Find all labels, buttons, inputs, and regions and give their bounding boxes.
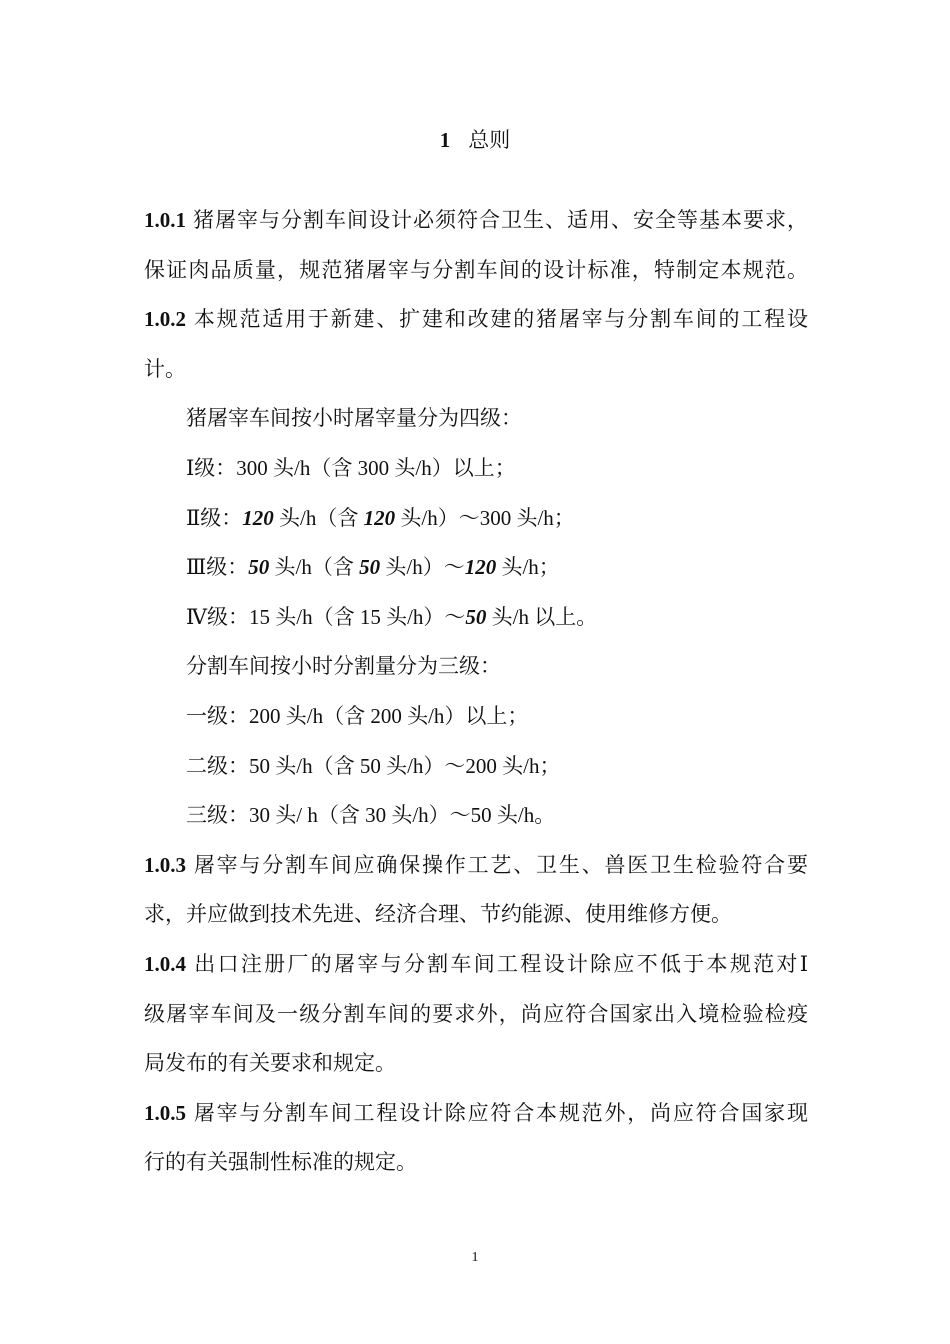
clause-number: 1.0.2 (144, 307, 186, 332)
level-text: 30 头/ h（含 30 头/h）～50 头/h。 (249, 803, 556, 828)
clause-1-0-3-line-2 (144, 890, 808, 940)
cutting-level-1 (144, 692, 808, 742)
level-text: 头/h； (496, 555, 560, 580)
slaughter-level-3 (144, 543, 808, 593)
clause-text: 行的有关强制性标准的规定。 (144, 1150, 417, 1175)
level-text: 头/h 以上。 (486, 604, 598, 629)
cutting-level-3 (144, 791, 808, 841)
level-value-bold: 120 (363, 505, 396, 530)
clause-text: 本规范适用于新建、扩建和改建的猪屠宰与分割车间的工程设 (192, 307, 808, 332)
level-text: 300 头/h（含 300 头/h）以上； (236, 455, 516, 480)
clause-1-0-4-line-3 (144, 1039, 808, 1089)
slaughter-intro-text: 猪屠宰车间按小时屠宰量分为四级： (186, 406, 522, 431)
clause-1-0-5-line-1 (144, 1089, 808, 1139)
clause-text: 级屠宰车间及一级分割车间的要求外，尚应符合国家出入境检验检疫 (144, 1001, 808, 1026)
document-body (144, 196, 808, 1188)
level-value-bold: 50 (248, 555, 270, 580)
clause-text: 求，并应做到技术先进、经济合理、节约能源、使用维修方便。 (144, 902, 732, 927)
clause-1-0-1-line-1 (144, 196, 808, 246)
clause-text: 计。 (144, 356, 186, 381)
level-label: 二级： (186, 753, 249, 778)
level-label: Ⅱ级： (186, 505, 243, 530)
level-value-bold: 120 (464, 555, 497, 580)
cutting-intro-text: 分割车间按小时分割量分为三级： (186, 654, 501, 679)
clause-1-0-5-line-2 (144, 1138, 808, 1188)
clause-text: 保证肉品质量，规范猪屠宰与分割车间的设计标准，特制定本规范。 (144, 257, 808, 282)
slaughter-level-2 (144, 494, 808, 544)
chapter-name: 总则 (468, 128, 511, 152)
chapter-number: 1 (439, 128, 451, 152)
slaughter-level-1 (144, 444, 808, 494)
clause-number: 1.0.5 (144, 1100, 186, 1125)
clause-number: 1.0.4 (144, 951, 186, 976)
slaughter-level-4 (144, 593, 808, 643)
level-label: Ⅰ级： (186, 455, 237, 480)
clause-1-0-3-line-1 (144, 841, 808, 891)
clause-text: 屠宰与分割车间应确保操作工艺、卫生、兽医卫生检验符合要 (192, 852, 808, 877)
clause-1-0-2-line-2 (144, 345, 808, 395)
level-text: 头/h）～ (380, 555, 465, 580)
clause-text: 出口注册厂的屠宰与分割车间工程设计除应不低于本规范对Ⅰ (192, 951, 808, 976)
clause-text: 猪屠宰与分割车间设计必须符合卫生、适用、安全等基本要求， (192, 208, 808, 232)
clause-number: 1.0.1 (144, 208, 186, 232)
level-label: 一级： (186, 703, 249, 728)
level-value-bold: 50 (465, 604, 487, 629)
clause-number: 1.0.3 (144, 852, 186, 877)
page-number: 1 (471, 1250, 479, 1265)
cutting-level-2 (144, 742, 808, 792)
clause-text: 屠宰与分割车间工程设计除应符合本规范外，尚应符合国家现 (192, 1100, 808, 1125)
level-text: 头/h）～300 头/h； (395, 505, 575, 530)
clause-1-0-2-line-1 (144, 295, 808, 345)
clause-text: 局发布的有关要求和规定。 (144, 1051, 396, 1076)
clause-1-0-1-line-2 (144, 246, 808, 296)
level-text: 头/h（含 (273, 505, 364, 530)
cutting-intro (144, 642, 808, 692)
clause-1-0-4-line-1 (144, 940, 808, 990)
level-text: 50 头/h（含 50 头/h）～200 头/h； (249, 753, 561, 778)
level-text: 头/h（含 (269, 555, 360, 580)
level-text: 15 头/h（含 15 头/h）～ (248, 604, 466, 629)
clause-1-0-4-line-2 (144, 990, 808, 1040)
level-label: 三级： (186, 803, 249, 828)
chapter-title (0, 124, 950, 156)
level-text: 200 头/h（含 200 头/h）以上； (249, 703, 529, 728)
level-value-bold: 50 (359, 555, 381, 580)
level-label: Ⅳ级： (186, 604, 249, 629)
slaughter-intro (144, 394, 808, 444)
level-label: Ⅲ级： (186, 555, 249, 580)
level-value-bold: 120 (242, 505, 274, 530)
